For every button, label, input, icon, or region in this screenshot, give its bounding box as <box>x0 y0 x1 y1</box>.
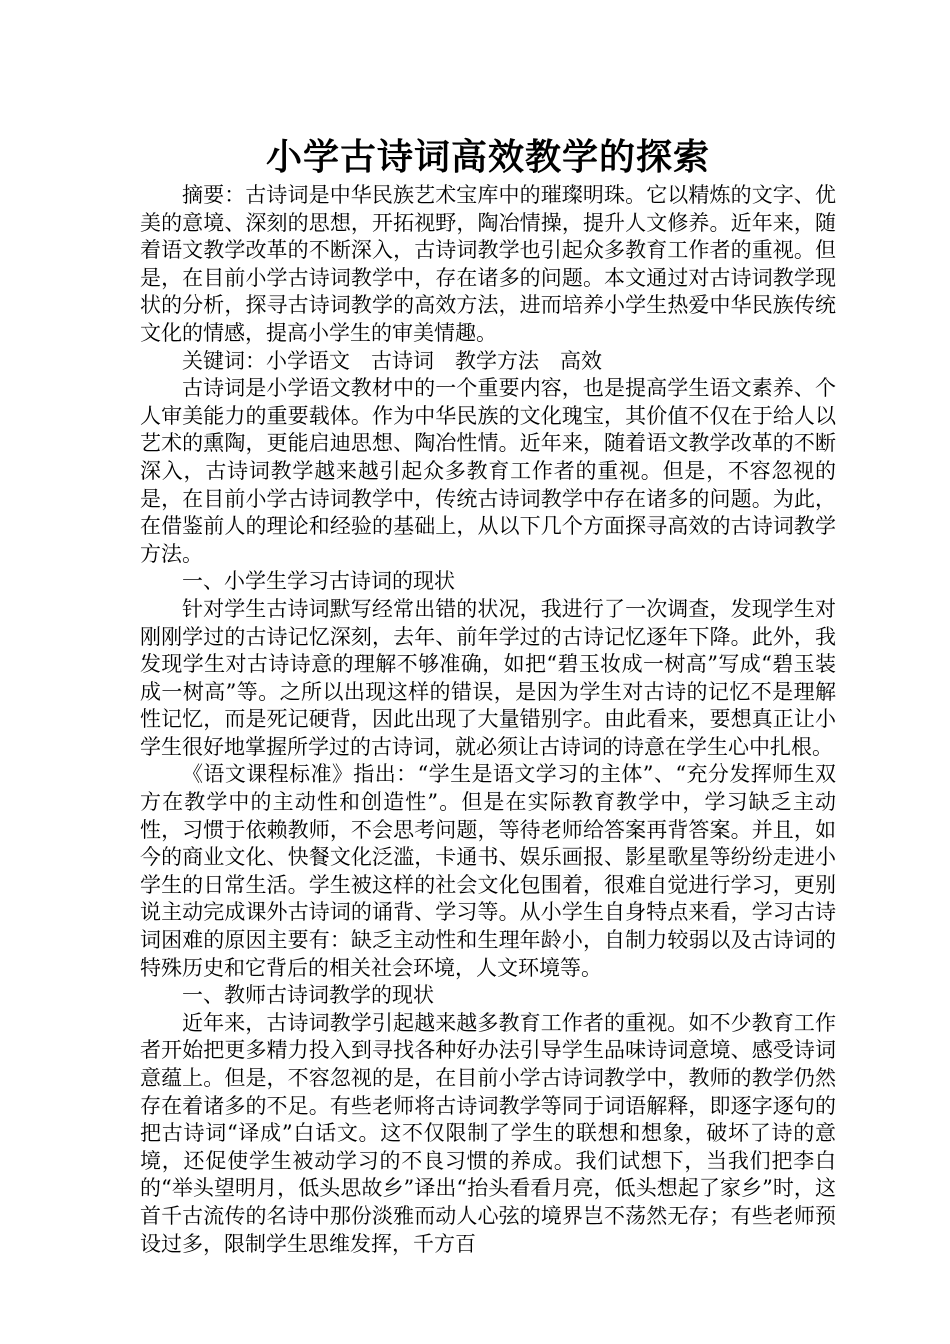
section1-paragraph-1: 针对学生古诗词默写经常出错的状况，我进行了一次调查，发现学生对刚刚学过的古诗记忆深刻，去年、前年学过的古诗记忆逐年下降。此外，我发现学生对古诗诗意的理解不够准确，如把“碧玉妆成一树高”写成“碧玉装成一树高”等。之所以出现这样的错误，是因为学生对古诗的记忆不是理解性记忆，而是死记硬背，因此出现了大量错别字。由此看来，要想真正让小学生很好地掌握所学过的古诗词，就必须让古诗词的诗意在学生心中扎根。 <box>140 596 836 759</box>
intro-paragraph: 古诗词是小学语文教材中的一个重要内容，也是提高学生语文素养、个人审美能力的重要载体。作为中华民族的文化瑰宝，其价值不仅在于给人以艺术的熏陶，更能启迪思想、陶冶性情。近年来，随着语文教学改革的不断深入，古诗词教学越来越引起众多教育工作者的重视。但是，不容忽视的是，在目前小学古诗词教学中，传统古诗词教学中存在诸多的问题。为此，在借鉴前人的理论和经验的基础上，从以下几个方面探寻高效的古诗词教学方法。 <box>140 376 836 566</box>
section-heading-students: 一、小学生学习古诗词的现状 <box>182 569 455 594</box>
section-heading-teachers: 一、教师古诗词教学的现状 <box>182 983 434 1008</box>
section1-paragraph-2: 《语文课程标准》指出：“学生是语文学习的主体”、“充分发挥师生双方在教学中的主动性和创造性”。但是在实际教育教学中，学习缺乏主动性，习惯于依赖教师，不会思考问题，等待老师给答案再背答案。并且，如今的商业文化、快餐文化泛滥，卡通书、娱乐画报、影星歌星等纷纷走进小学生的日常生活。学生被这样的社会文化包围着，很难自觉进行学习，更别说主动完成课外古诗词的诵背、学习等。从小学生自身特点来看，学习古诗词困难的原因主要有：缺乏主动性和生理年龄小，自制力较弱以及古诗词的特殊历史和它背后的相关社会环境，人文环境等。 <box>140 762 836 980</box>
abstract-paragraph: 摘要：古诗词是中华民族艺术宝库中的璀璨明珠。它以精炼的文字、优美的意境、深刻的思想，开拓视野，陶冶情操，提升人文修养。近年来，随着语文教学改革的不断深入，古诗词教学也引起众多教育工作者的重视。但是，在目前小学古诗词教学中，存在诸多的问题。本文通过对古诗词教学现状的分析，探寻古诗词教学的高效方法，进而培养小学生热爱中华民族传统文化的情感，提高小学生的审美情趣。 <box>140 183 836 345</box>
keywords-line: 关键词：小学语文 古诗词 教学方法 高效 <box>182 348 602 373</box>
section2-paragraph-1: 近年来，古诗词教学引起越来越多教育工作者的重视。如不少教育工作者开始把更多精力投入到寻找各种好办法引导学生品味诗词意境、感受诗词意蕴上。但是，不容忽视的是，在目前小学古诗词教学中，教师的教学仍然存在着诸多的不足。有些老师将古诗词教学等同于词语解释，即逐字逐句的把古诗词“译成”白话文。这不仅限制了学生的联想和想象，破坏了诗的意境，还促使学生被动学习的不良习惯的养成。我们试想下，当我们把李白的“举头望明月，低头思故乡”译出“抬头看看月亮，低头想起了家乡”时，这首千古流传的名诗中那份淡雅而动人心弦的境界岂不荡然无存；有些老师预设过多，限制学生思维发挥，千方百 <box>140 1010 836 1256</box>
document-title: 小学古诗词高效教学的探索 <box>265 136 710 178</box>
document-page <box>140 132 836 1258</box>
